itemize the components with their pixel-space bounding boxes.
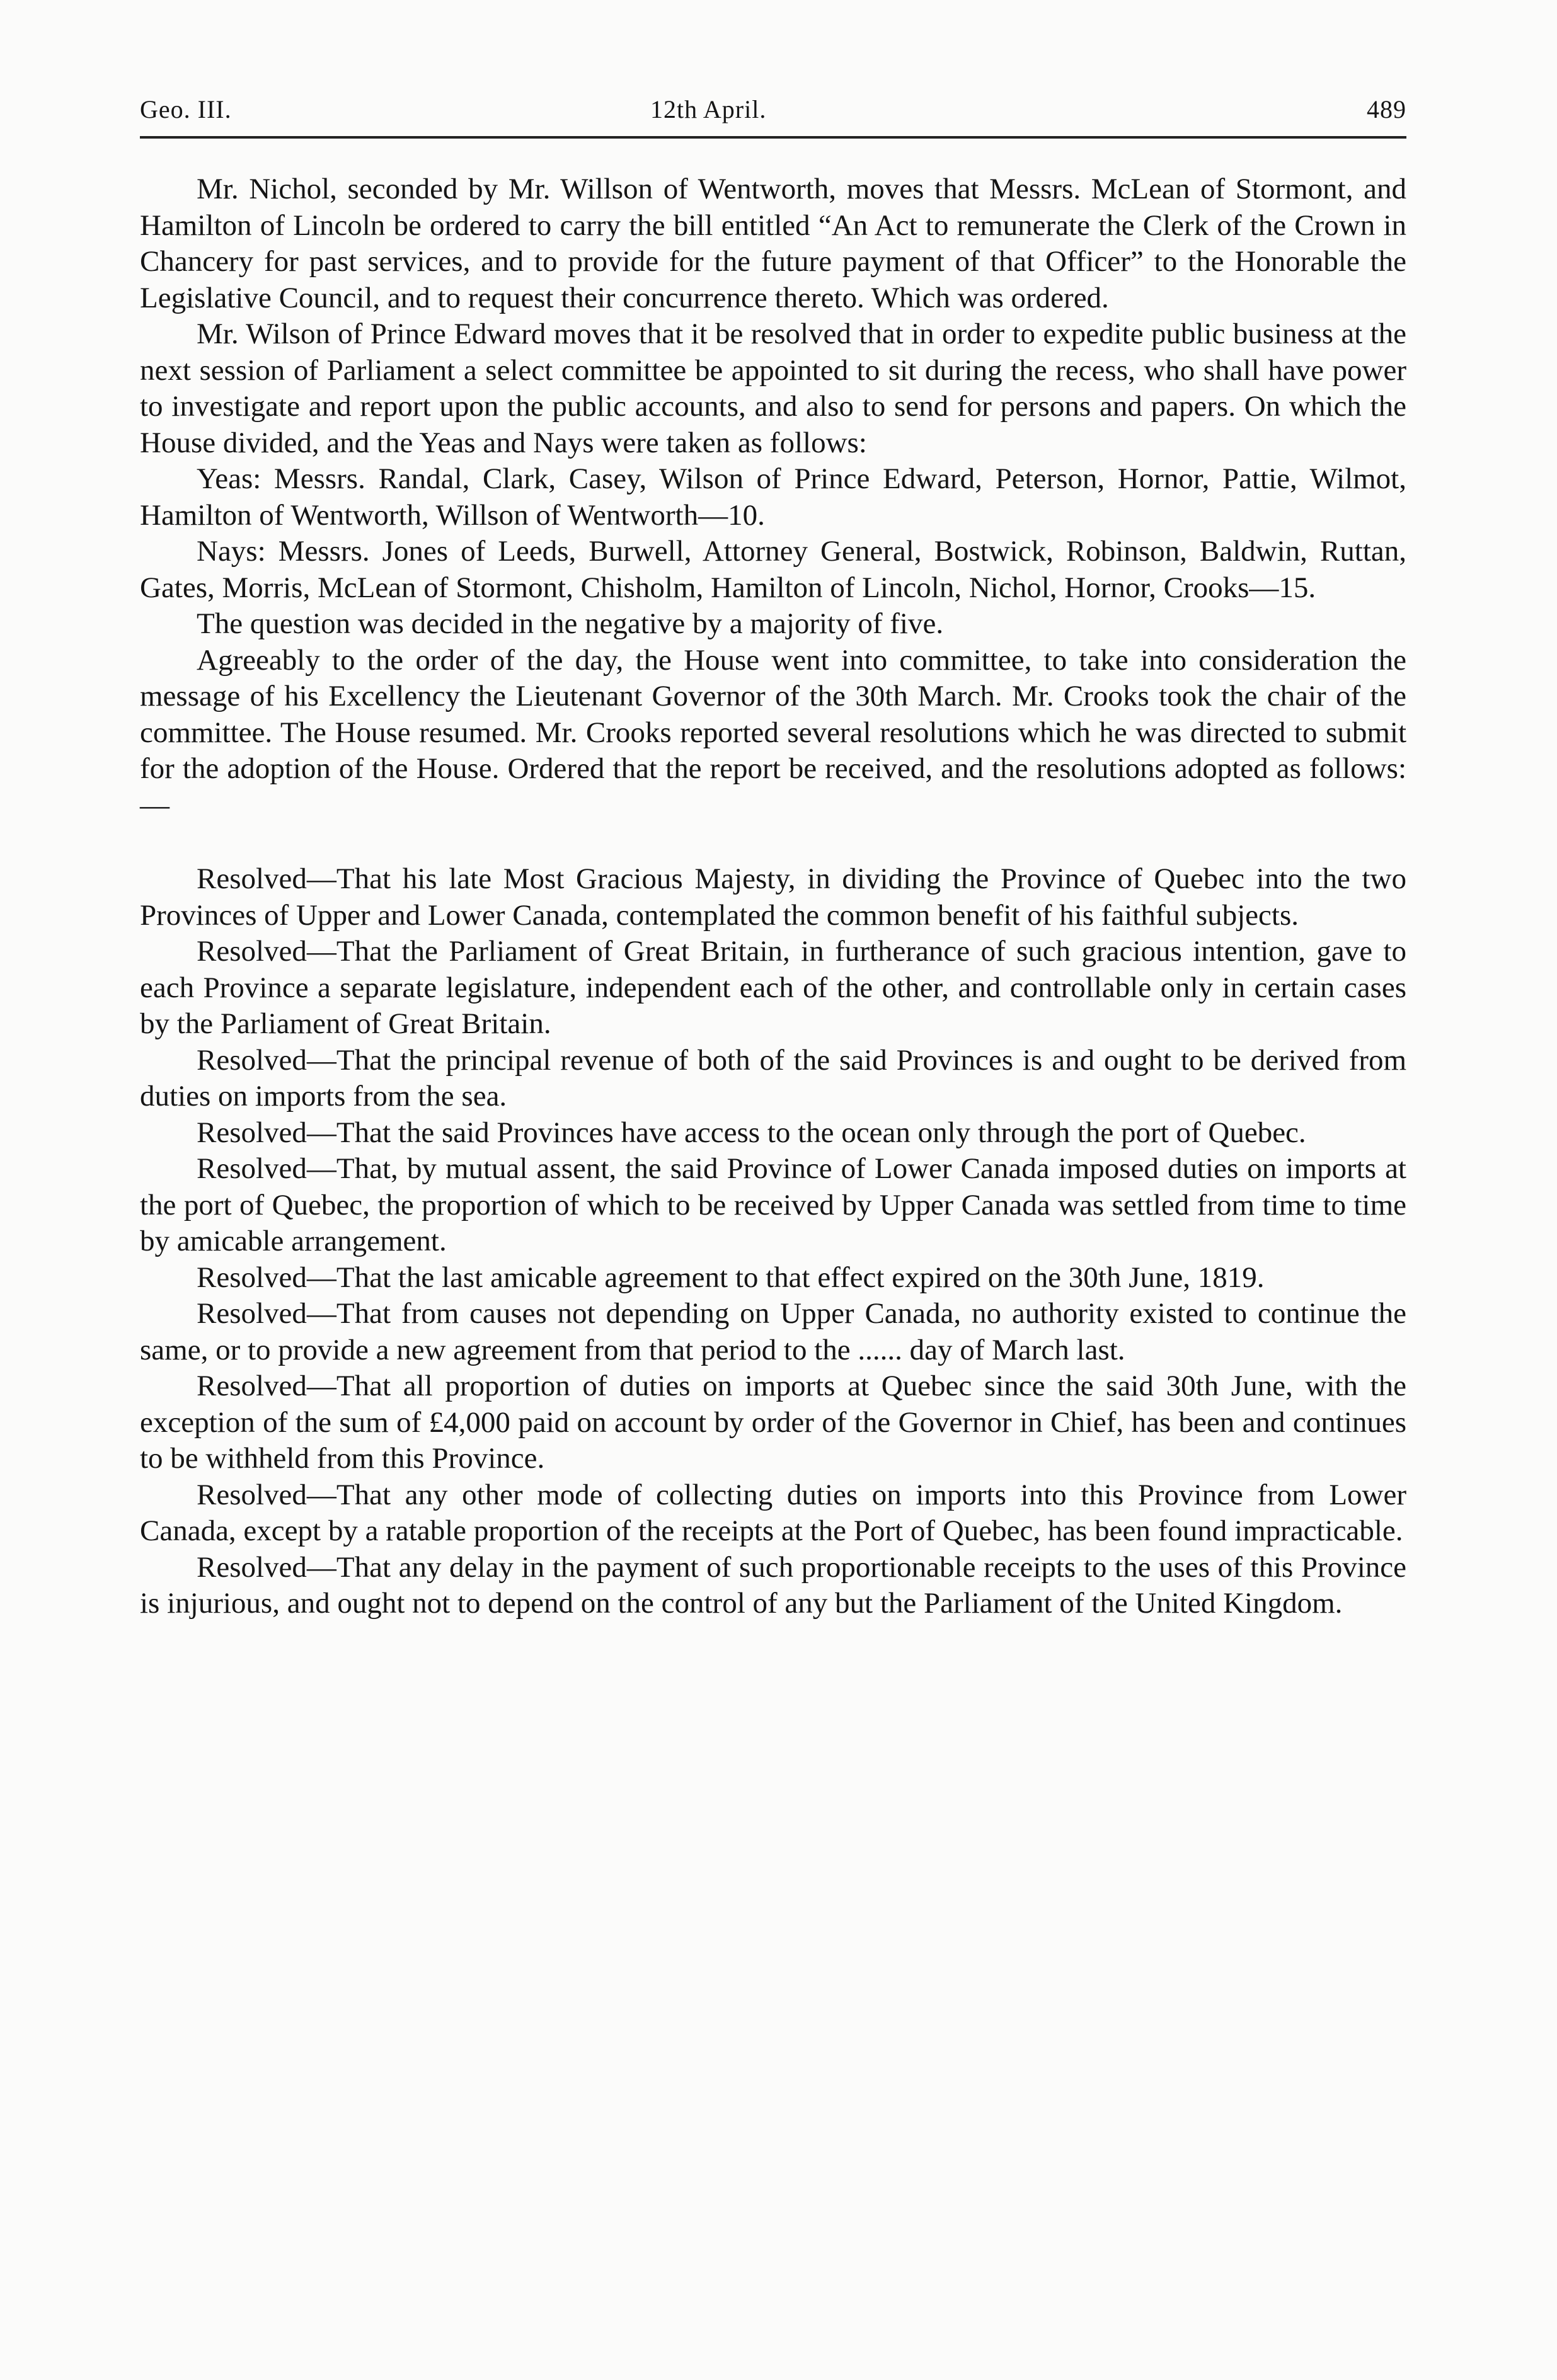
resolution: Resolved—That, by mutual assent, the said Province of Lower Canada imposed duties on imports at the port of Quebec, the proportion of which to be received by Upper Canada was settled from time to time by amicable arrangement.	[140, 1152, 1406, 1257]
resolution: Resolved—That any delay in the payment of such proportionable receipts to the uses of this Province is injurious, and ought not to depend on the control of any but the Parliament of the United Kingdom.	[140, 1550, 1406, 1620]
resolution: Resolved—That the said Provinces have access to the ocean only through the port of Quebec.	[197, 1116, 1306, 1149]
resolution: Resolved—That from causes not depending on Upper Canada, no authority existed to continue the same, or to provide a new agreement from that period to the ...... day of March last.	[140, 1297, 1406, 1366]
body-text	[140, 171, 1406, 1622]
paragraph: The question was decided in the negative by a majority of five.	[197, 607, 944, 640]
paragraph: Agreeably to the order of the day, the House went into committee, to take into consideration the message of his Excellency the Lieutenant Governor of the 30th March. Mr. Crooks took the chair of the committee. The House resumed. Mr. Crooks reported several resolutions which he was directed to submit for the adoption of the House. Ordered that the report be received, and the resolutions adopted as follows:—	[140, 643, 1406, 821]
header-reign: Geo. III.	[140, 95, 232, 123]
paragraph: Yeas: Messrs. Randal, Clark, Casey, Wilson of Prince Edward, Peterson, Hornor, Pattie, Wilmot, Hamilton of Wentworth, Willson of Wentworth—10.	[140, 462, 1406, 532]
resolution: Resolved—That the last amicable agreement to that effect expired on the 30th June, 1819.	[197, 1261, 1265, 1294]
resolution: Resolved—That the principal revenue of both of the said Provinces is and ought to be derived from duties on imports from the sea.	[140, 1043, 1406, 1113]
page-number: 489	[1367, 95, 1406, 123]
paragraph: Mr. Nichol, seconded by Mr. Willson of Wentworth, moves that Messrs. McLean of Stormont, and Hamilton of Lincoln be ordered to carry the bill entitled “An Act to remunerate the Clerk of the Crown in Chancery for past services, and to provide for the future payment of that Officer” to the Honorable the Legislative Council, and to request their concurrence thereto. Which was ordered.	[140, 173, 1406, 314]
header-rule	[140, 136, 1406, 139]
paragraph: Nays: Messrs. Jones of Leeds, Burwell, Attorney General, Bostwick, Robinson, Baldwin, Ruttan, Gates, Morris, McLean of Stormont, Chisholm, Hamilton of Lincoln, Nichol, Hornor, Crooks—15.	[140, 535, 1406, 604]
resolution: Resolved—That any other mode of collecting duties on imports into this Province from Lower Canada, except by a ratable proportion of the receipts at the Port of Quebec, has been found impracticable.	[140, 1478, 1406, 1547]
resolution: Resolved—That his late Most Gracious Majesty, in dividing the Province of Quebec into the two Provinces of Upper and Lower Canada, contemplated the common benefit of his faithful subjects.	[140, 862, 1406, 932]
resolution: Resolved—That all proportion of duties on imports at Quebec since the said 30th June, with the exception of the sum of £4,000 paid on account by order of the Governor in Chief, has been and continues to be withheld from this Province.	[140, 1370, 1406, 1475]
paragraph: Mr. Wilson of Prince Edward moves that it be resolved that in order to expedite public business at the next session of Parliament a select committee be appointed to sit during the recess, who shall have power to investigate and report upon the public accounts, and also to send for persons and papers. On which the House divided, and the Yeas and Nays were taken as follows:	[140, 318, 1406, 459]
document-page	[140, 94, 1406, 1622]
resolution: Resolved—That the Parliament of Great Britain, in furtherance of such gracious intention, gave to each Province a separate legislature, independent each of the other, and controllable only in certain cases by the Parliament of Great Britain.	[140, 935, 1406, 1040]
running-header	[140, 94, 1406, 134]
header-date: 12th April.	[650, 95, 767, 123]
